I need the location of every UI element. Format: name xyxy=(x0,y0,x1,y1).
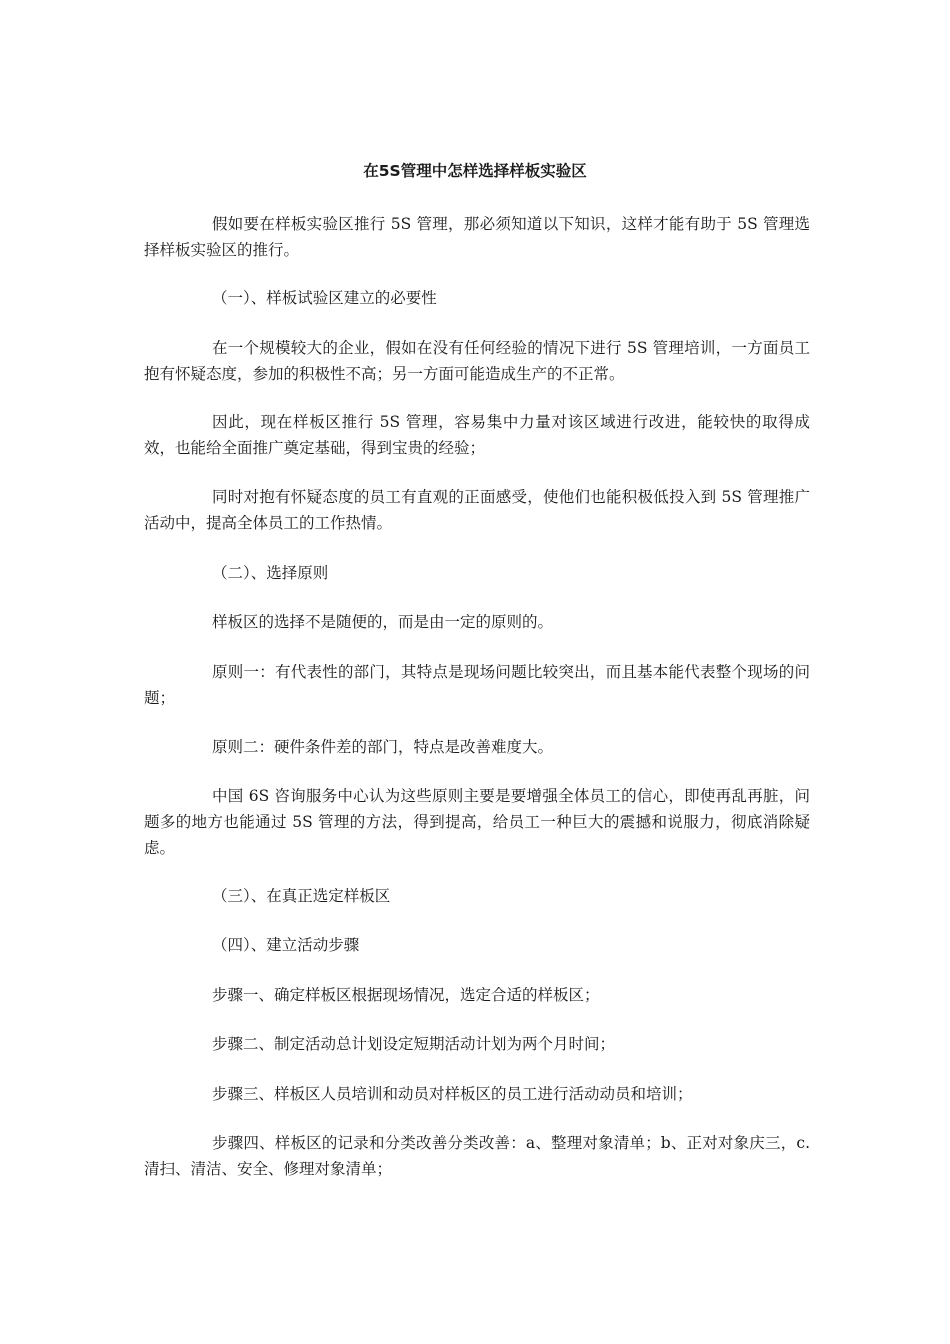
paragraph-step-3: 步骤三、样板区人员培训和动员对样板区的员工进行活动动员和培训； xyxy=(212,1085,693,1103)
document-title: 在5S管理中怎样选择样板实验区 xyxy=(363,162,587,180)
paragraph-consulting: 中国 6S 咨询服务中心认为这些原则主要是要增强全体员工的信心，即使再乱再脏，问题多的地方也能通过 5S 管理的方法，得到提高，给员工一种巨大的震撼和说服力，彻底消除疑虑。 xyxy=(144,787,810,857)
paragraph-intro: 假如要在样板实验区推行 5S 管理，那必须知道以下知识，这样才能有助于 5S 管理选择样板实验区的推行。 xyxy=(144,215,810,259)
paragraph-step-4: 步骤四、样板区的记录和分类改善分类改善：a、整理对象清单；b、正对对象庆三，c.清扫、清洁、安全、修理对象清单； xyxy=(144,1134,810,1178)
paragraph-necessity-2: 因此，现在样板区推行 5S 管理，容易集中力量对该区域进行改进，能较快的取得成效，也能给全面推广奠定基础，得到宝贵的经验； xyxy=(144,413,810,457)
section-heading-4: （四）、建立活动步骤 xyxy=(212,936,360,954)
paragraph-necessity-1: 在一个规模较大的企业，假如在没有任何经验的情况下进行 5S 管理培训，一方面员工抱有怀疑态度，参加的积极性不高；另一方面可能造成生产的不正常。 xyxy=(144,339,810,383)
paragraph-step-2: 步骤二、制定活动总计划设定短期活动计划为两个月时间； xyxy=(212,1035,616,1053)
section-heading-2: （二）、选择原则 xyxy=(212,564,329,582)
paragraph-necessity-3: 同时对抱有怀疑态度的员工有直观的正面感受，使他们也能积极低投入到 5S 管理推广活动中，提高全体员工的工作热情。 xyxy=(144,488,810,532)
paragraph-principle-1: 原则一：有代表性的部门，其特点是现场问题比较突出，而且基本能代表整个现场的问题； xyxy=(144,663,810,707)
section-heading-3: （三）、在真正选定样板区 xyxy=(212,887,391,905)
paragraph-step-1: 步骤一、确定样板区根据现场情况，选定合适的样板区； xyxy=(212,986,600,1004)
paragraph-principle-2: 原则二：硬件条件差的部门，特点是改善难度大。 xyxy=(212,738,554,756)
paragraph-principle-intro: 样板区的选择不是随便的，而是由一定的原则的。 xyxy=(212,613,554,631)
section-heading-1: （一）、样板试验区建立的必要性 xyxy=(212,289,437,307)
